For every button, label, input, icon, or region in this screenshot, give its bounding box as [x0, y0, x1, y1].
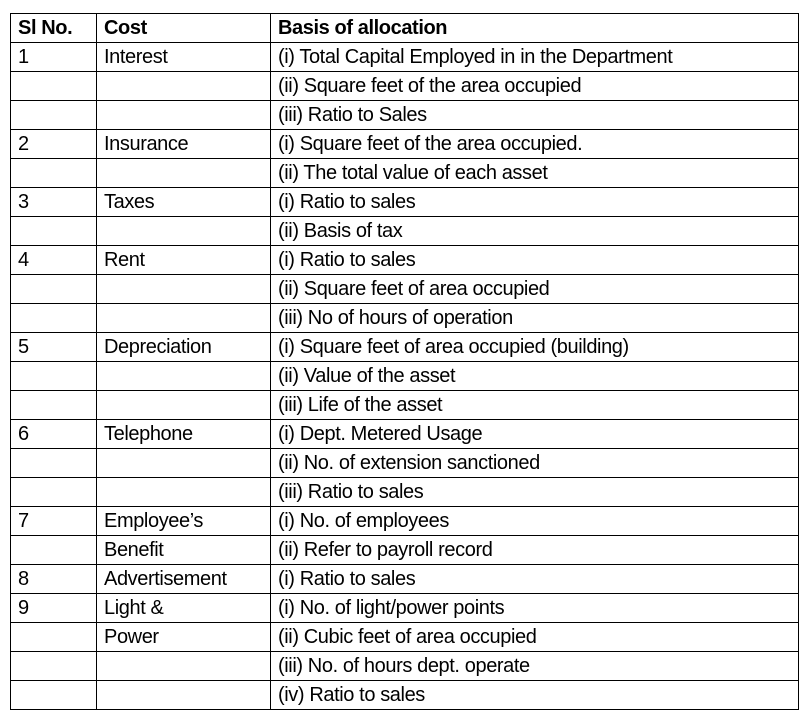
header-basis-of-allocation: Basis of allocation — [271, 14, 799, 43]
table-row — [11, 681, 799, 710]
cell-basis: (ii) Value of the asset — [271, 362, 799, 391]
cell-basis: (ii) The total value of each asset — [271, 159, 799, 188]
cell-cost: Rent — [97, 246, 271, 275]
cell-basis: (ii) No. of extension sanctioned — [271, 449, 799, 478]
header-sl-no: Sl No. — [11, 14, 97, 43]
table-header — [11, 14, 799, 43]
table-row — [11, 43, 799, 72]
cell-cost: Telephone — [97, 420, 271, 449]
cell-cost — [97, 391, 271, 420]
cell-cost — [97, 101, 271, 130]
cell-sl-no — [11, 101, 97, 130]
cell-sl-no: 7 — [11, 507, 97, 536]
cell-basis: (i) Square feet of the area occupied. — [271, 130, 799, 159]
cell-cost — [97, 362, 271, 391]
cell-sl-no — [11, 449, 97, 478]
cell-sl-no: 3 — [11, 188, 97, 217]
cell-sl-no — [11, 623, 97, 652]
cell-basis: (i) Dept. Metered Usage — [271, 420, 799, 449]
cell-sl-no — [11, 681, 97, 710]
cell-basis: (i) Ratio to sales — [271, 565, 799, 594]
table-row — [11, 449, 799, 478]
cell-basis: (ii) Basis of tax — [271, 217, 799, 246]
cell-basis: (ii) Cubic feet of area occupied — [271, 623, 799, 652]
cell-sl-no — [11, 304, 97, 333]
table-row — [11, 130, 799, 159]
cell-basis: (i) Ratio to sales — [271, 188, 799, 217]
cell-cost: Employee’s — [97, 507, 271, 536]
table-row — [11, 304, 799, 333]
cost-allocation-table — [10, 13, 799, 710]
cell-sl-no: 9 — [11, 594, 97, 623]
table-row — [11, 217, 799, 246]
cell-sl-no: 8 — [11, 565, 97, 594]
cell-basis: (iii) Ratio to Sales — [271, 101, 799, 130]
cell-cost: Advertisement — [97, 565, 271, 594]
cell-basis: (i) No. of employees — [271, 507, 799, 536]
cell-basis: (iv) Ratio to sales — [271, 681, 799, 710]
cell-cost — [97, 304, 271, 333]
cell-sl-no — [11, 652, 97, 681]
table-row — [11, 391, 799, 420]
cell-cost: Power — [97, 623, 271, 652]
cell-sl-no — [11, 72, 97, 101]
table-row — [11, 420, 799, 449]
cell-basis: (i) Ratio to sales — [271, 246, 799, 275]
cell-sl-no — [11, 362, 97, 391]
cell-sl-no — [11, 536, 97, 565]
cell-cost: Depreciation — [97, 333, 271, 362]
cell-sl-no — [11, 275, 97, 304]
table-row — [11, 536, 799, 565]
cell-sl-no — [11, 478, 97, 507]
cell-cost — [97, 449, 271, 478]
table-row — [11, 72, 799, 101]
cell-basis: (ii) Square feet of the area occupied — [271, 72, 799, 101]
cell-basis: (iii) Ratio to sales — [271, 478, 799, 507]
cell-basis: (i) Square feet of area occupied (building) — [271, 333, 799, 362]
table-row — [11, 478, 799, 507]
cell-basis: (i) No. of light/power points — [271, 594, 799, 623]
cell-cost: Light & — [97, 594, 271, 623]
table-row — [11, 652, 799, 681]
cell-cost — [97, 217, 271, 246]
table-row — [11, 188, 799, 217]
header-row — [11, 14, 799, 43]
header-cost: Cost — [97, 14, 271, 43]
cell-cost: Taxes — [97, 188, 271, 217]
cell-sl-no — [11, 391, 97, 420]
cell-cost — [97, 478, 271, 507]
table-row — [11, 159, 799, 188]
cell-basis: (iii) No of hours of operation — [271, 304, 799, 333]
cell-sl-no: 6 — [11, 420, 97, 449]
table-row — [11, 246, 799, 275]
cell-sl-no: 2 — [11, 130, 97, 159]
cell-basis: (iii) Life of the asset — [271, 391, 799, 420]
cell-basis: (ii) Square feet of area occupied — [271, 275, 799, 304]
table-row — [11, 594, 799, 623]
table-row — [11, 507, 799, 536]
cell-cost — [97, 652, 271, 681]
cell-cost: Benefit — [97, 536, 271, 565]
cell-sl-no — [11, 159, 97, 188]
table-row — [11, 275, 799, 304]
table-row — [11, 362, 799, 391]
cell-cost — [97, 275, 271, 304]
cell-sl-no: 5 — [11, 333, 97, 362]
cell-cost: Insurance — [97, 130, 271, 159]
cell-cost: Interest — [97, 43, 271, 72]
cell-sl-no: 4 — [11, 246, 97, 275]
table-row — [11, 623, 799, 652]
cell-basis: (i) Total Capital Employed in in the Department — [271, 43, 799, 72]
cell-cost — [97, 159, 271, 188]
table-row — [11, 101, 799, 130]
table-body — [11, 43, 799, 710]
table-row — [11, 565, 799, 594]
cell-basis: (ii) Refer to payroll record — [271, 536, 799, 565]
table-row — [11, 333, 799, 362]
cell-cost — [97, 681, 271, 710]
cell-sl-no — [11, 217, 97, 246]
cell-sl-no: 1 — [11, 43, 97, 72]
cell-basis: (iii) No. of hours dept. operate — [271, 652, 799, 681]
cell-cost — [97, 72, 271, 101]
